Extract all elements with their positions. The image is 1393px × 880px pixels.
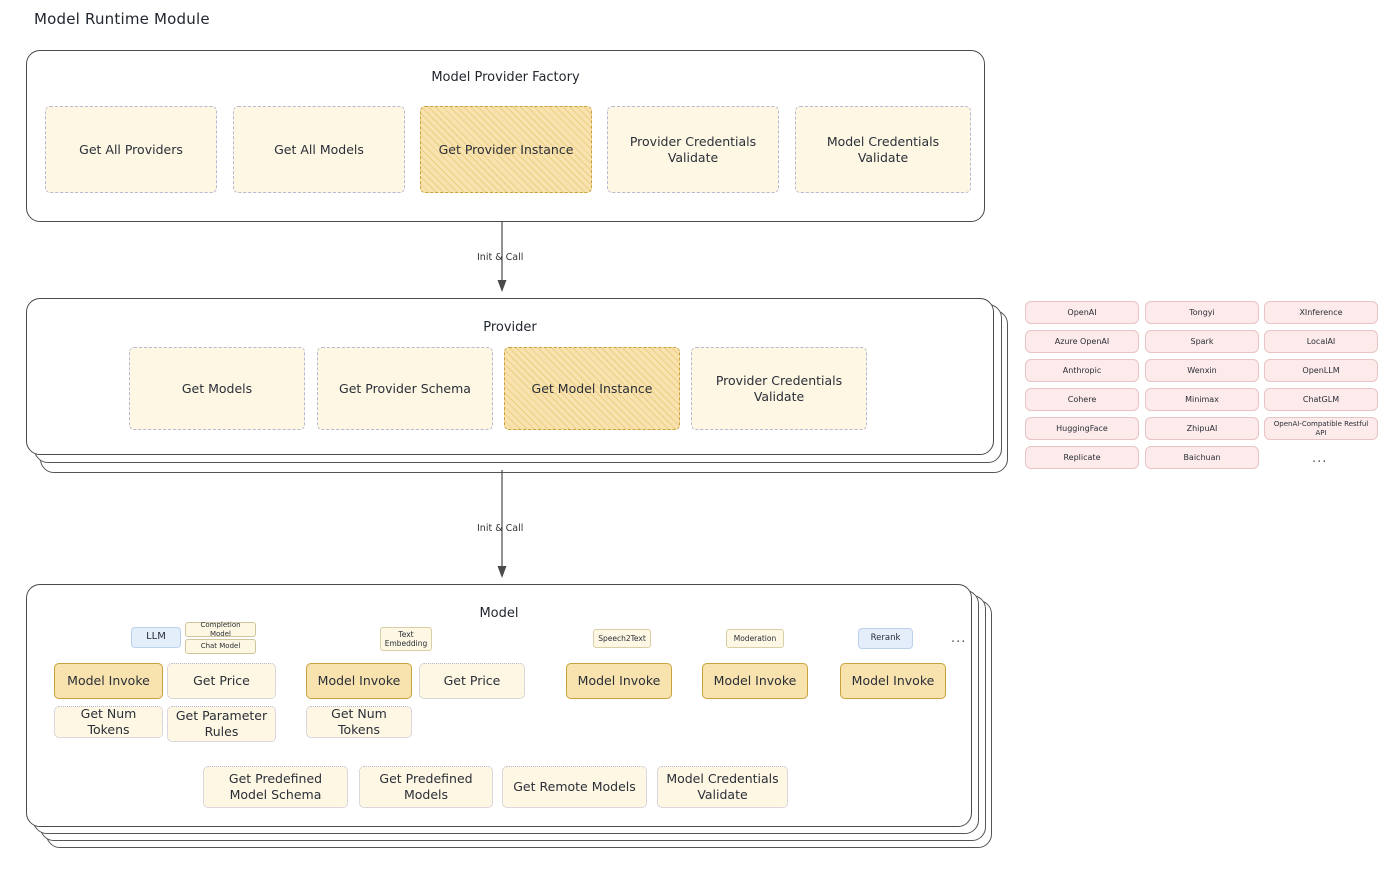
factory-node-provider-credentials-validate[interactable]: Provider Credentials Validate [607,106,779,193]
provider-chip-baichuan[interactable]: Baichuan [1145,446,1259,469]
model-node-moderation-model-invoke[interactable]: Model Invoke [702,663,808,699]
model-node-speech2text-model-invoke[interactable]: Model Invoke [566,663,672,699]
provider-chip-chatglm[interactable]: ChatGLM [1264,388,1378,411]
model-band [26,584,972,827]
provider-chip-wenxin[interactable]: Wenxin [1145,359,1259,382]
model-type-moderation[interactable]: Moderation [726,629,784,648]
factory-title: Model Provider Factory [431,70,580,85]
provider-chip-cohere[interactable]: Cohere [1025,388,1139,411]
model-node-llm-get-num-tokens[interactable]: Get Num Tokens [54,706,163,738]
provider-chip-zhipuai[interactable]: ZhipuAI [1145,417,1259,440]
provider-list-ellipsis: ... [1312,451,1328,466]
model-node-model-credentials-validate[interactable]: Model Credentials Validate [657,766,788,808]
provider-chip-spark[interactable]: Spark [1145,330,1259,353]
provider-chip-openllm[interactable]: OpenLLM [1264,359,1378,382]
factory-node-get-all-models[interactable]: Get All Models [233,106,405,193]
model-node-llm-model-invoke[interactable]: Model Invoke [54,663,163,699]
model-type-rerank[interactable]: Rerank [858,628,913,649]
provider-chip-xinference[interactable]: XInference [1264,301,1378,324]
model-node-llm-get-parameter-rules[interactable]: Get Parameter Rules [167,706,276,742]
model-type-llm[interactable]: LLM [131,627,181,648]
model-node-embedding-model-invoke[interactable]: Model Invoke [306,663,412,699]
provider-chip-localai[interactable]: LocalAI [1264,330,1378,353]
factory-node-get-all-providers[interactable]: Get All Providers [45,106,217,193]
provider-title: Provider [483,320,537,335]
provider-chip-huggingface[interactable]: HuggingFace [1025,417,1139,440]
provider-chip-minimax[interactable]: Minimax [1145,388,1259,411]
model-node-get-predefined-model-schema[interactable]: Get Predefined Model Schema [203,766,348,808]
provider-chip-anthropic[interactable]: Anthropic [1025,359,1139,382]
model-node-rerank-model-invoke[interactable]: Model Invoke [840,663,946,699]
page-title: Model Runtime Module [34,10,210,28]
provider-node-get-models[interactable]: Get Models [129,347,305,430]
provider-chip-replicate[interactable]: Replicate [1025,446,1139,469]
provider-chip-azure-openai[interactable]: Azure OpenAI [1025,330,1139,353]
provider-chip-openai-compatible[interactable]: OpenAI-Compatible Restful API [1264,417,1378,440]
model-type-text-embedding[interactable]: Text Embedding [380,627,432,651]
model-subtype-chat-model[interactable]: Chat Model [185,639,256,654]
arrow-label-factory-to-provider: Init & Call [477,252,524,263]
factory-node-get-provider-instance[interactable]: Get Provider Instance [420,106,592,193]
model-type-speech2text[interactable]: Speech2Text [593,629,651,648]
model-types-ellipsis: ... [951,631,967,646]
provider-node-get-provider-schema[interactable]: Get Provider Schema [317,347,493,430]
model-node-get-predefined-models[interactable]: Get Predefined Models [359,766,493,808]
model-node-llm-get-price[interactable]: Get Price [167,663,276,699]
model-node-embedding-get-price[interactable]: Get Price [419,663,525,699]
provider-node-provider-credentials-validate[interactable]: Provider Credentials Validate [691,347,867,430]
provider-chip-tongyi[interactable]: Tongyi [1145,301,1259,324]
provider-chip-openai[interactable]: OpenAI [1025,301,1139,324]
model-node-embedding-get-num-tokens[interactable]: Get Num Tokens [306,706,412,738]
factory-node-model-credentials-validate[interactable]: Model Credentials Validate [795,106,971,193]
arrow-label-provider-to-model: Init & Call [477,523,524,534]
provider-node-get-model-instance[interactable]: Get Model Instance [504,347,680,430]
model-subtype-completion-model[interactable]: Completion Model [185,622,256,637]
model-title: Model [479,606,519,621]
model-node-get-remote-models[interactable]: Get Remote Models [502,766,647,808]
